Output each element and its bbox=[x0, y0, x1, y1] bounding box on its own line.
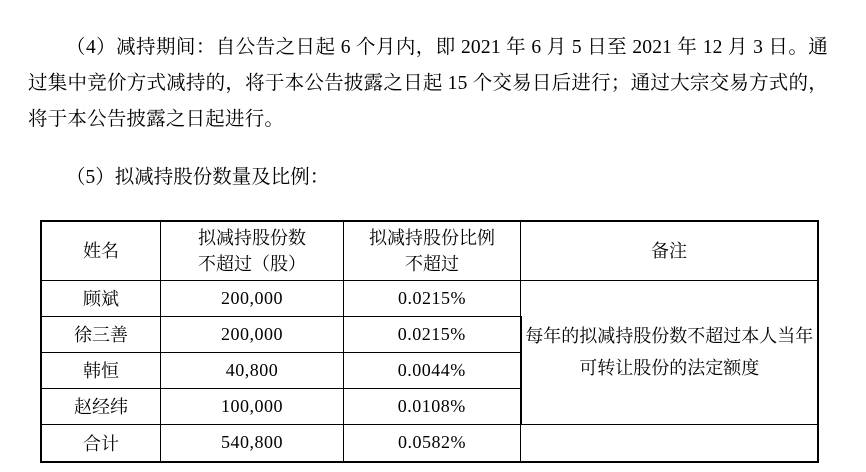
table-row bbox=[41, 280, 818, 316]
cell-total-ratio: 0.0582% bbox=[344, 424, 521, 462]
cell-ratio: 0.0108% bbox=[344, 388, 521, 424]
cell-quantity: 200,000 bbox=[161, 280, 344, 316]
column-header-note bbox=[521, 221, 819, 281]
cell-ratio: 0.0215% bbox=[344, 316, 521, 352]
table-total-row bbox=[41, 424, 818, 462]
cell-name: 韩恒 bbox=[41, 352, 161, 388]
cell-ratio: 0.0044% bbox=[344, 352, 521, 388]
table-header-row bbox=[41, 221, 818, 281]
column-header-quantity-line2: 不超过（股） bbox=[198, 253, 306, 274]
table-header bbox=[41, 221, 818, 281]
cell-ratio: 0.0215% bbox=[344, 280, 521, 316]
cell-name: 赵经纬 bbox=[41, 388, 161, 424]
table-body bbox=[41, 280, 818, 462]
shares-reduction-table bbox=[40, 220, 819, 463]
column-header-note-line1: 备注 bbox=[651, 240, 687, 261]
column-header-ratio bbox=[344, 221, 521, 281]
paragraph-reduction-period: （4）减持期间：自公告之日起 6 个月内，即 2021 年 6 月 5 日至 2021 年 12 月 3 日。通过集中竞价方式减持的，将于本公告披露之日起 15 个交易日后进行；通过大宗交易方式的，将于本公告披露之日起进行。 bbox=[28, 36, 828, 130]
column-header-ratio-line1: 拟减持股份比例 bbox=[369, 227, 495, 248]
cell-total-label: 合计 bbox=[41, 424, 161, 462]
column-header-quantity bbox=[161, 221, 344, 281]
cell-total-note bbox=[521, 424, 819, 462]
cell-note: 每年的拟减持股份数不超过本人当年可转让股份的法定额度 bbox=[521, 280, 819, 424]
column-header-quantity-line1: 拟减持股份数 bbox=[198, 227, 306, 248]
cell-total-quantity: 540,800 bbox=[161, 424, 344, 462]
column-header-name bbox=[41, 221, 161, 281]
cell-quantity: 40,800 bbox=[161, 352, 344, 388]
column-header-name-line1: 姓名 bbox=[83, 240, 119, 261]
cell-quantity: 200,000 bbox=[161, 316, 344, 352]
cell-name: 顾斌 bbox=[41, 280, 161, 316]
column-header-ratio-line2: 不超过 bbox=[405, 253, 459, 274]
cell-quantity: 100,000 bbox=[161, 388, 344, 424]
paragraph-shares-heading: （5）拟减持股份数量及比例： bbox=[66, 166, 330, 188]
cell-name: 徐三善 bbox=[41, 316, 161, 352]
